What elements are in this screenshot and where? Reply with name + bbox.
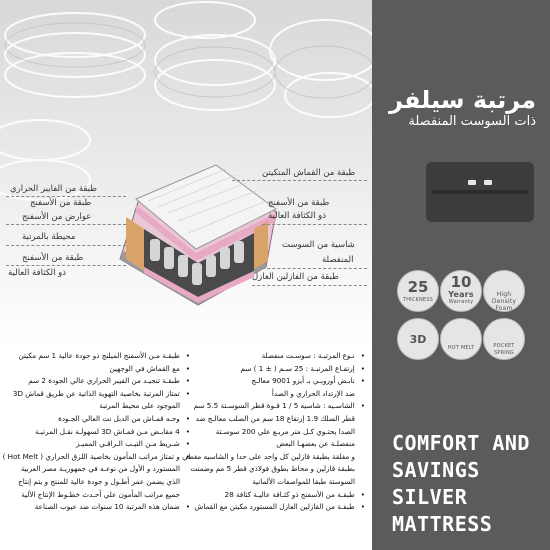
spec-line: • إرتفـاع المرتبـة : 25 سـم ( ± 1 ) سم — [200, 363, 365, 376]
product-name-en: COMFORT AND SAVINGS SILVER MATTRESS — [392, 431, 530, 536]
spec-line: قطر السلك 1.9 إرتفاع 18 سم من الصلب معالـج ضد — [195, 413, 355, 423]
spec-line: منفصلـة عن بعضهـا البعض — [276, 439, 355, 449]
spec-line: جميع مراتب المأمون علي أحـدث خطـوط الإنتاج الألية — [21, 489, 180, 499]
spec-line: المستورد و الأول من نوعـه في جمهوريـة مصر العربية — [20, 464, 180, 474]
layer-label-right-4: شاسية من السوست — [282, 240, 355, 250]
fabric-swatch — [426, 162, 534, 222]
spec-line: • تمتاز المرتبة بخاصية التهوية الذاتية عن طريق قماش 3D — [5, 388, 190, 401]
layer-label-left-4: محيطة بالمرتبة — [22, 232, 76, 242]
spec-line: • نـوع المرتبـة : سوسـت منفصلة — [200, 350, 365, 363]
spec-list-left — [2, 350, 190, 514]
spec-line: • طبقـة من الأسفنج ذو كثـافة عاليـة كثافة 28 — [200, 489, 365, 502]
spec-line: بطبقة قازلين و محاط بطوق فولاذي قطر 5 مم وضمنت — [190, 464, 355, 474]
layer-label-left-1: طبقة من الفايبر الحراري — [10, 184, 98, 194]
spec-line: • و تمتاز مراتب المأمون بخاصية اللزق الحراري ( Hot Melt ) — [5, 451, 190, 464]
layer-label-right-6: طبقة من الفازلين العازل — [252, 272, 339, 282]
product-title: مرتبة سيلفر — [389, 86, 536, 114]
spec-line: و مغلقة بطبقة قازلين كل واحد على حدا و الشاسيه مغطي — [182, 451, 355, 461]
spec-line: • مع القماش في الوجهين — [5, 363, 190, 376]
3d-fabric-icon: 3D — [397, 318, 439, 360]
product-subtitle: ذات السوست المنفصلة — [408, 114, 536, 129]
spec-line: • شـريط مـن التيـب الـراقـي المميـز — [5, 438, 190, 451]
layer-label-right-2: طبقة من الأسفنج — [268, 198, 330, 208]
layer-label-left-5: طبقة من الأسفنج — [22, 253, 84, 263]
spec-line: • طبقـة مـن الأسفنج الميلنج ذو جودة عالية 1 سم مكيتن — [5, 350, 190, 363]
foam-icon: High Density Foam — [483, 270, 525, 312]
spec-list-right — [182, 350, 365, 514]
layer-label-left-2: طبقة من الأسفنج — [30, 198, 92, 208]
spec-line: • الشاسـيه : شاسيه 5 / 1 قـوة قطر السوسـتة 5.5 سم — [200, 400, 365, 413]
layer-label-right-5: المنفصلة — [322, 255, 354, 265]
mattress-cutaway-diagram — [108, 147, 288, 307]
spec-line: الصدا يحتـوي كـل متر مربـع علي 200 سوسـتة — [215, 426, 355, 436]
layer-label-right-3: ذو الكثافة العالية — [268, 211, 327, 221]
spec-line: • طبقـة من القازلين العازل المستورد مكيتن مع القماش — [200, 501, 365, 514]
thickness-icon: 25 THICKNESS — [397, 270, 439, 312]
spec-line: • طبقـة تنجيـد من الفيبر الحراري عالي الجودة 2 سم — [5, 375, 190, 388]
pocket-spring-icon: POCKET SPRING — [483, 318, 525, 360]
spec-line: الذي يضمن عمر أطـول و جودة عالية للمنتج و يتم إنتاج — [18, 476, 180, 486]
spec-line: • ضمان هذه المرتبة 10 سنوات ضد عيوب الصناعة — [5, 501, 190, 514]
layer-label-left-6: ذو الكثافة العالية — [8, 268, 67, 278]
hot-melt-icon: HOT MELT — [440, 318, 482, 360]
spec-line: ضد الإرتداد الحراري و الصدأ — [271, 388, 355, 398]
warranty-icon: 10 Years Warranty — [440, 270, 482, 312]
spec-line: • نابـض أوروبـي بـ أيزو 9001 معالـج — [200, 375, 365, 388]
spec-line: السوستة طبقا للمواصفات الألمانية — [252, 476, 355, 486]
spec-line: • وجـه قمـاش من الدبل نت العالي الجـودة — [5, 413, 190, 426]
layer-label-left-3: عوارض من الأسفنج — [22, 212, 92, 222]
spec-line: • 4 مقابـض مـن قمـاش 3D لسهولـة نقـل المرتبـة — [5, 426, 190, 439]
spec-line: الموجود على محيط المرتبة — [99, 401, 180, 411]
layer-label-right-1: طبقة من القماش المتكيتن — [262, 168, 356, 178]
